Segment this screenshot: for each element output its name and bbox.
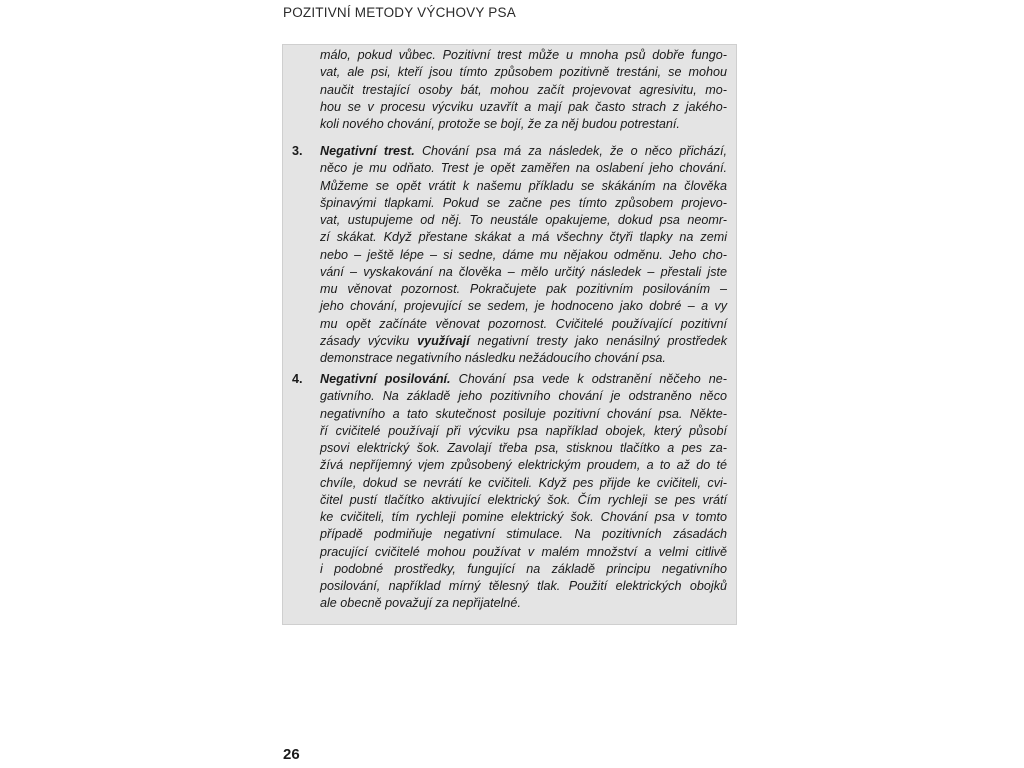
- text-line: vat, ale psi, kteří jsou tímto způsobem pozitivně trestáni, se mohou: [320, 65, 727, 80]
- text-line: chvíle, dokud se nevrátí ke cvičiteli. Když pes přijde ke cvičiteli, cvi-: [320, 475, 727, 490]
- text-line: pracující cvičitelé mohou používat v malém množství a velmi citlivě: [320, 544, 727, 559]
- text-line: negativního a tato skutečnost posiluje pozitivní chování psa. Někte-: [320, 406, 727, 421]
- text-line: koli nového chování, protože se bojí, že za něj budou potrestaní.: [320, 117, 680, 131]
- list-number: 4.: [292, 372, 303, 386]
- text-line: něco je mu odňato. Trest je opět zaměřen na oslabení jeho chování.: [320, 161, 727, 176]
- emphasis: využívají: [417, 333, 470, 348]
- text-line: případě podmiňuje negativní stimulace. Na pozitivních zásadách: [320, 527, 727, 542]
- text-line: psovi elektrický šok. Zavolají třeba psa, stisknou tlačítko a pes za-: [320, 441, 727, 455]
- text-line: Můžeme se opět vrátit k našemu příkladu se skákáním na člověka: [320, 178, 727, 193]
- term: Negativní trest.: [320, 144, 415, 158]
- text-line: zásady výcviku využívají negativní tresty jako nenásilný prostředek: [320, 333, 728, 348]
- page-number: 26: [283, 746, 300, 763]
- list-number: 3.: [292, 144, 303, 158]
- text-line: vání – vyskakování na člověka – mělo určitý následek – přestali jste: [320, 264, 727, 279]
- running-title: POZITIVNÍ METODY VÝCHOVY PSA: [283, 5, 516, 20]
- text-line: hou se v procesu výcviku uzavřít a mají pak často strach z jakého-: [320, 99, 727, 114]
- text-line: i podobné prostředky, fungující na základě principu negativního: [320, 561, 727, 576]
- text-line: Negativní trest. Chování psa má za následek, že o něco přichází,: [320, 144, 727, 158]
- text-line: gativního. Na základě jeho pozitivního chování je odstraněno něco: [320, 389, 727, 404]
- text-line: vat, ustupujeme od něj. To neustále opakujeme, dokud psa neomr-: [320, 213, 727, 227]
- text-line: ale obecně považují za nepřijatelné.: [320, 596, 521, 611]
- text-line: málo, pokud vůbec. Pozitivní trest může u mnoha psů dobře fungo-: [320, 48, 727, 62]
- text-line: ke cvičiteli, tím rychleji pomine elektrický šok. Chování psa v tomto: [320, 510, 727, 524]
- text-line: zí skákat. Když přestane skákat a má všechny čtyři tlapky na zemi: [320, 230, 727, 245]
- text-line: demonstrace negativního následku nežádoucího chování psa.: [320, 351, 666, 365]
- text-line: čitel pustí tlačítko aktivující elektrický šok. Čím rychleji se pes vrátí: [320, 492, 727, 507]
- text-line: Negativní posilování. Chování psa vede k odstranění něčeho ne-: [320, 372, 728, 386]
- list-item-negative-punishment: [320, 143, 727, 367]
- text-line: posilování, například mírný tělesný tlak. Použití elektrických obojků: [320, 579, 727, 593]
- text-line: mu opět začínáte věnovat pozornost. Cvičitelé používající pozitivní: [320, 316, 727, 331]
- list-item-negative-reinforcement: [320, 371, 727, 613]
- text-line: ří cvičitelé používají při výcviku psa například obojek, který působí: [320, 423, 727, 438]
- continuation-paragraph: [320, 47, 727, 133]
- text-line: žívá nepříjemný vjem způsobený elektrickým proudem, a to až do té: [320, 458, 727, 473]
- text-line: naučit trestající osoby bát, mohou začít projevovat agresivitu, mo-: [320, 82, 727, 97]
- term: Negativní posilování.: [320, 372, 451, 386]
- text-line: nebo – ještě lépe – si sedne, dáme mu nějakou odměnu. Jeho cho-: [320, 247, 727, 262]
- text-line: jeho chování, projevující se sedem, je hodnoceno jako dobré – a vy: [320, 299, 727, 314]
- text-line: špinavými tlapkami. Pokud se začne pes tímto způsobem projevo-: [320, 195, 727, 210]
- text-line: mu věnovat pozornost. Pokračujete pak pozitivním posilováním –: [320, 282, 727, 296]
